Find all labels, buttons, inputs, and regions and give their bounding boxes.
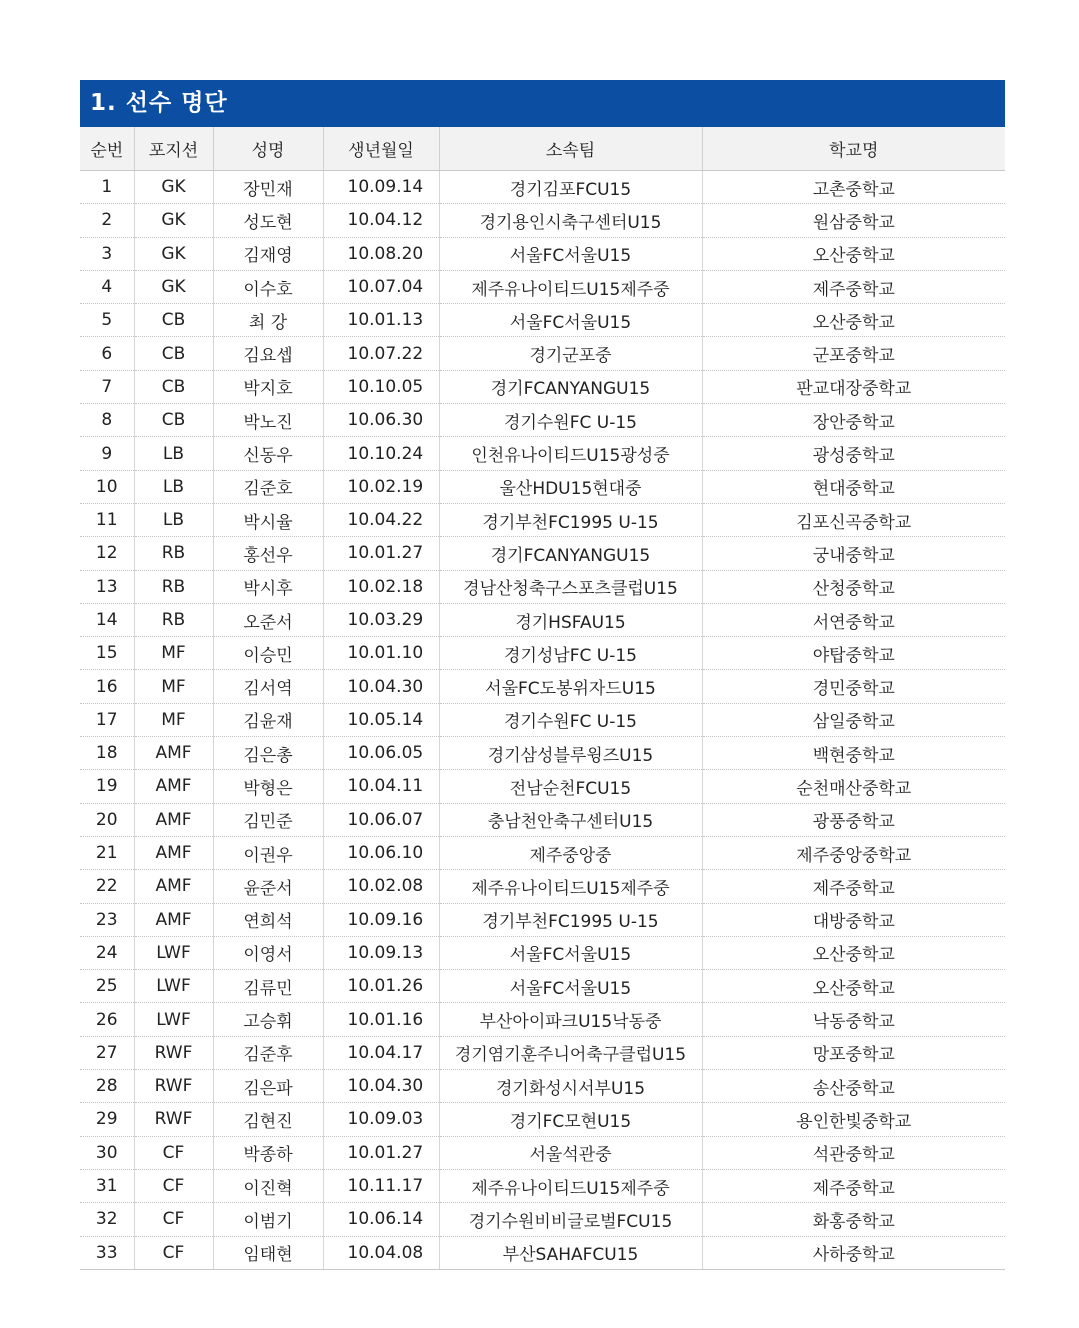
cell-position: LWF: [134, 1003, 213, 1036]
cell-team: 경기부천FC1995 U-15: [439, 503, 702, 536]
table-row: [80, 370, 1005, 403]
header-birthdate: 생년월일: [323, 127, 439, 171]
table-row: [80, 1036, 1005, 1069]
cell-name: 이범기: [213, 1203, 323, 1236]
cell-name: 고승휘: [213, 1003, 323, 1036]
cell-team: 부산SAHAFCU15: [439, 1236, 702, 1269]
cell-position: AMF: [134, 770, 213, 803]
cell-team: 제주중앙중: [439, 836, 702, 869]
cell-name: 윤준서: [213, 870, 323, 903]
table-row: [80, 1003, 1005, 1036]
cell-birthdate: 10.09.14: [323, 171, 439, 204]
cell-birthdate: 10.09.13: [323, 936, 439, 969]
cell-birthdate: 10.06.14: [323, 1203, 439, 1236]
cell-birthdate: 10.06.10: [323, 836, 439, 869]
cell-position: MF: [134, 670, 213, 703]
cell-position: CF: [134, 1169, 213, 1202]
cell-birthdate: 10.04.08: [323, 1236, 439, 1269]
cell-name: 최 강: [213, 304, 323, 337]
cell-number: 7: [80, 370, 134, 403]
cell-school: 순천매산중학교: [702, 770, 1005, 803]
cell-number: 17: [80, 703, 134, 736]
table-row: [80, 570, 1005, 603]
cell-school: 제주중학교: [702, 870, 1005, 903]
cell-school: 석관중학교: [702, 1136, 1005, 1169]
table-row: [80, 603, 1005, 636]
cell-birthdate: 10.04.12: [323, 204, 439, 237]
table-row: [80, 870, 1005, 903]
cell-number: 5: [80, 304, 134, 337]
cell-number: 22: [80, 870, 134, 903]
table-row: [80, 637, 1005, 670]
cell-position: CF: [134, 1236, 213, 1269]
cell-name: 박종하: [213, 1136, 323, 1169]
table-row: [80, 270, 1005, 303]
cell-number: 18: [80, 737, 134, 770]
cell-number: 21: [80, 836, 134, 869]
cell-team: 제주유나이티드U15제주중: [439, 870, 702, 903]
cell-team: 서울FC서울U15: [439, 936, 702, 969]
cell-name: 이수호: [213, 270, 323, 303]
cell-school: 백현중학교: [702, 737, 1005, 770]
cell-number: 9: [80, 437, 134, 470]
cell-number: 31: [80, 1169, 134, 1202]
cell-name: 김현진: [213, 1103, 323, 1136]
cell-number: 6: [80, 337, 134, 370]
table-row: [80, 1236, 1005, 1269]
cell-birthdate: 10.01.27: [323, 537, 439, 570]
cell-number: 16: [80, 670, 134, 703]
table-row: [80, 1203, 1005, 1236]
cell-team: 충남천안축구센터U15: [439, 803, 702, 836]
cell-name: 김재영: [213, 237, 323, 270]
cell-birthdate: 10.10.05: [323, 370, 439, 403]
cell-position: CB: [134, 304, 213, 337]
cell-school: 오산중학교: [702, 970, 1005, 1003]
cell-number: 13: [80, 570, 134, 603]
cell-school: 김포신곡중학교: [702, 503, 1005, 536]
cell-school: 군포중학교: [702, 337, 1005, 370]
cell-school: 원삼중학교: [702, 204, 1005, 237]
cell-birthdate: 10.06.07: [323, 803, 439, 836]
cell-school: 야탑중학교: [702, 637, 1005, 670]
table-row: [80, 670, 1005, 703]
cell-position: AMF: [134, 803, 213, 836]
cell-team: 경기HSFAU15: [439, 603, 702, 636]
cell-team: 경기FC모현U15: [439, 1103, 702, 1136]
header-number: 순번: [80, 127, 134, 171]
cell-position: LWF: [134, 970, 213, 1003]
cell-team: 서울석관중: [439, 1136, 702, 1169]
cell-number: 20: [80, 803, 134, 836]
cell-number: 4: [80, 270, 134, 303]
table-row: [80, 703, 1005, 736]
table-row: [80, 1103, 1005, 1136]
cell-school: 망포중학교: [702, 1036, 1005, 1069]
cell-name: 연희석: [213, 903, 323, 936]
header-row: [80, 127, 1005, 171]
cell-name: 홍선우: [213, 537, 323, 570]
cell-name: 김요셉: [213, 337, 323, 370]
cell-team: 경기수원FC U-15: [439, 703, 702, 736]
cell-name: 이권우: [213, 836, 323, 869]
cell-number: 12: [80, 537, 134, 570]
cell-birthdate: 10.02.18: [323, 570, 439, 603]
cell-number: 27: [80, 1036, 134, 1069]
cell-number: 14: [80, 603, 134, 636]
cell-name: 이진혁: [213, 1169, 323, 1202]
cell-number: 33: [80, 1236, 134, 1269]
cell-position: RB: [134, 537, 213, 570]
cell-number: 26: [80, 1003, 134, 1036]
cell-birthdate: 10.04.30: [323, 670, 439, 703]
cell-birthdate: 10.01.13: [323, 304, 439, 337]
cell-position: CB: [134, 404, 213, 437]
table-row: [80, 803, 1005, 836]
cell-number: 28: [80, 1070, 134, 1103]
cell-position: LB: [134, 470, 213, 503]
cell-birthdate: 10.06.05: [323, 737, 439, 770]
table-row: [80, 1070, 1005, 1103]
cell-name: 김준호: [213, 470, 323, 503]
cell-school: 오산중학교: [702, 936, 1005, 969]
cell-name: 김준후: [213, 1036, 323, 1069]
cell-school: 사하중학교: [702, 1236, 1005, 1269]
table-row: [80, 970, 1005, 1003]
cell-school: 궁내중학교: [702, 537, 1005, 570]
cell-position: RWF: [134, 1103, 213, 1136]
cell-team: 서울FC서울U15: [439, 237, 702, 270]
cell-name: 박시후: [213, 570, 323, 603]
cell-birthdate: 10.04.17: [323, 1036, 439, 1069]
cell-position: RB: [134, 570, 213, 603]
cell-name: 김윤재: [213, 703, 323, 736]
cell-team: 경기부천FC1995 U-15: [439, 903, 702, 936]
cell-school: 송산중학교: [702, 1070, 1005, 1103]
cell-position: CF: [134, 1203, 213, 1236]
cell-position: LB: [134, 437, 213, 470]
cell-number: 1: [80, 171, 134, 204]
table-row: [80, 770, 1005, 803]
cell-name: 박지호: [213, 370, 323, 403]
table-row: [80, 437, 1005, 470]
cell-team: 경기성남FC U-15: [439, 637, 702, 670]
cell-birthdate: 10.08.20: [323, 237, 439, 270]
cell-position: RWF: [134, 1070, 213, 1103]
table-row: [80, 404, 1005, 437]
cell-school: 오산중학교: [702, 304, 1005, 337]
table-row: [80, 237, 1005, 270]
table-row: [80, 204, 1005, 237]
cell-team: 경기화성시서부U15: [439, 1070, 702, 1103]
table-row: [80, 1169, 1005, 1202]
cell-number: 23: [80, 903, 134, 936]
cell-name: 박노진: [213, 404, 323, 437]
cell-school: 판교대장중학교: [702, 370, 1005, 403]
cell-birthdate: 10.03.29: [323, 603, 439, 636]
cell-position: LB: [134, 503, 213, 536]
cell-birthdate: 10.02.19: [323, 470, 439, 503]
section-title: 1. 선수 명단: [80, 80, 1005, 127]
cell-position: AMF: [134, 836, 213, 869]
cell-position: AMF: [134, 737, 213, 770]
cell-team: 경기염기훈주니어축구클럽U15: [439, 1036, 702, 1069]
cell-name: 김서역: [213, 670, 323, 703]
cell-team: 서울FC서울U15: [439, 304, 702, 337]
cell-team: 인천유나이티드U15광성중: [439, 437, 702, 470]
cell-team: 경기삼성블루윙즈U15: [439, 737, 702, 770]
table-row: [80, 936, 1005, 969]
cell-team: 경기수원비비글로벌FCU15: [439, 1203, 702, 1236]
table-row: [80, 171, 1005, 204]
cell-school: 고촌중학교: [702, 171, 1005, 204]
cell-name: 박형은: [213, 770, 323, 803]
cell-school: 제주중앙중학교: [702, 836, 1005, 869]
table-row: [80, 337, 1005, 370]
cell-name: 김은총: [213, 737, 323, 770]
cell-birthdate: 10.11.17: [323, 1169, 439, 1202]
cell-position: GK: [134, 270, 213, 303]
cell-team: 전남순천FCU15: [439, 770, 702, 803]
cell-team: 경기군포중: [439, 337, 702, 370]
cell-name: 신동우: [213, 437, 323, 470]
cell-school: 대방중학교: [702, 903, 1005, 936]
header-position: 포지션: [134, 127, 213, 171]
cell-birthdate: 10.01.16: [323, 1003, 439, 1036]
cell-team: 경기용인시축구센터U15: [439, 204, 702, 237]
cell-birthdate: 10.09.03: [323, 1103, 439, 1136]
cell-number: 10: [80, 470, 134, 503]
cell-team: 경기FCANYANGU15: [439, 537, 702, 570]
table-row: [80, 537, 1005, 570]
cell-school: 화홍중학교: [702, 1203, 1005, 1236]
cell-position: LWF: [134, 936, 213, 969]
cell-school: 광풍중학교: [702, 803, 1005, 836]
cell-school: 현대중학교: [702, 470, 1005, 503]
cell-position: MF: [134, 703, 213, 736]
cell-birthdate: 10.05.14: [323, 703, 439, 736]
cell-team: 부산아이파크U15낙동중: [439, 1003, 702, 1036]
cell-number: 30: [80, 1136, 134, 1169]
roster-table: [80, 127, 1005, 1270]
cell-position: GK: [134, 171, 213, 204]
table-row: [80, 903, 1005, 936]
table-row: [80, 304, 1005, 337]
cell-name: 이영서: [213, 936, 323, 969]
cell-school: 오산중학교: [702, 237, 1005, 270]
roster-sheet: [80, 80, 1005, 1270]
header-school: 학교명: [702, 127, 1005, 171]
cell-birthdate: 10.04.30: [323, 1070, 439, 1103]
cell-school: 장안중학교: [702, 404, 1005, 437]
cell-position: RB: [134, 603, 213, 636]
cell-position: AMF: [134, 870, 213, 903]
cell-birthdate: 10.07.04: [323, 270, 439, 303]
cell-birthdate: 10.07.22: [323, 337, 439, 370]
cell-team: 제주유나이티드U15제주중: [439, 270, 702, 303]
cell-birthdate: 10.01.27: [323, 1136, 439, 1169]
cell-school: 서연중학교: [702, 603, 1005, 636]
table-row: [80, 503, 1005, 536]
cell-name: 박시율: [213, 503, 323, 536]
cell-position: GK: [134, 237, 213, 270]
cell-position: CB: [134, 337, 213, 370]
cell-team: 경남산청축구스포츠클럽U15: [439, 570, 702, 603]
cell-name: 오준서: [213, 603, 323, 636]
cell-birthdate: 10.02.08: [323, 870, 439, 903]
cell-birthdate: 10.01.26: [323, 970, 439, 1003]
table-row: [80, 470, 1005, 503]
cell-birthdate: 10.04.22: [323, 503, 439, 536]
cell-school: 경민중학교: [702, 670, 1005, 703]
cell-position: CB: [134, 370, 213, 403]
header-name: 성명: [213, 127, 323, 171]
cell-birthdate: 10.04.11: [323, 770, 439, 803]
table-row: [80, 1136, 1005, 1169]
table-row: [80, 737, 1005, 770]
cell-school: 제주중학교: [702, 270, 1005, 303]
cell-number: 19: [80, 770, 134, 803]
roster-body: [80, 171, 1005, 1270]
cell-number: 11: [80, 503, 134, 536]
cell-name: 성도현: [213, 204, 323, 237]
cell-birthdate: 10.10.24: [323, 437, 439, 470]
cell-name: 임태현: [213, 1236, 323, 1269]
cell-number: 25: [80, 970, 134, 1003]
cell-school: 용인한빛중학교: [702, 1103, 1005, 1136]
cell-number: 29: [80, 1103, 134, 1136]
cell-name: 김은파: [213, 1070, 323, 1103]
cell-number: 24: [80, 936, 134, 969]
cell-team: 경기FCANYANGU15: [439, 370, 702, 403]
cell-birthdate: 10.01.10: [323, 637, 439, 670]
cell-team: 경기수원FC U-15: [439, 404, 702, 437]
cell-position: RWF: [134, 1036, 213, 1069]
cell-position: CF: [134, 1136, 213, 1169]
cell-school: 삼일중학교: [702, 703, 1005, 736]
cell-team: 서울FC도봉위자드U15: [439, 670, 702, 703]
cell-school: 낙동중학교: [702, 1003, 1005, 1036]
cell-team: 서울FC서울U15: [439, 970, 702, 1003]
cell-position: GK: [134, 204, 213, 237]
cell-name: 김민준: [213, 803, 323, 836]
cell-name: 이승민: [213, 637, 323, 670]
header-team: 소속팀: [439, 127, 702, 171]
cell-school: 산청중학교: [702, 570, 1005, 603]
cell-number: 8: [80, 404, 134, 437]
cell-birthdate: 10.06.30: [323, 404, 439, 437]
cell-name: 김류민: [213, 970, 323, 1003]
cell-school: 광성중학교: [702, 437, 1005, 470]
cell-number: 3: [80, 237, 134, 270]
cell-number: 15: [80, 637, 134, 670]
cell-position: MF: [134, 637, 213, 670]
cell-birthdate: 10.09.16: [323, 903, 439, 936]
table-row: [80, 836, 1005, 869]
cell-school: 제주중학교: [702, 1169, 1005, 1202]
cell-team: 제주유나이티드U15제주중: [439, 1169, 702, 1202]
cell-number: 2: [80, 204, 134, 237]
cell-position: AMF: [134, 903, 213, 936]
cell-name: 장민재: [213, 171, 323, 204]
cell-team: 울산HDU15현대중: [439, 470, 702, 503]
cell-number: 32: [80, 1203, 134, 1236]
cell-team: 경기김포FCU15: [439, 171, 702, 204]
